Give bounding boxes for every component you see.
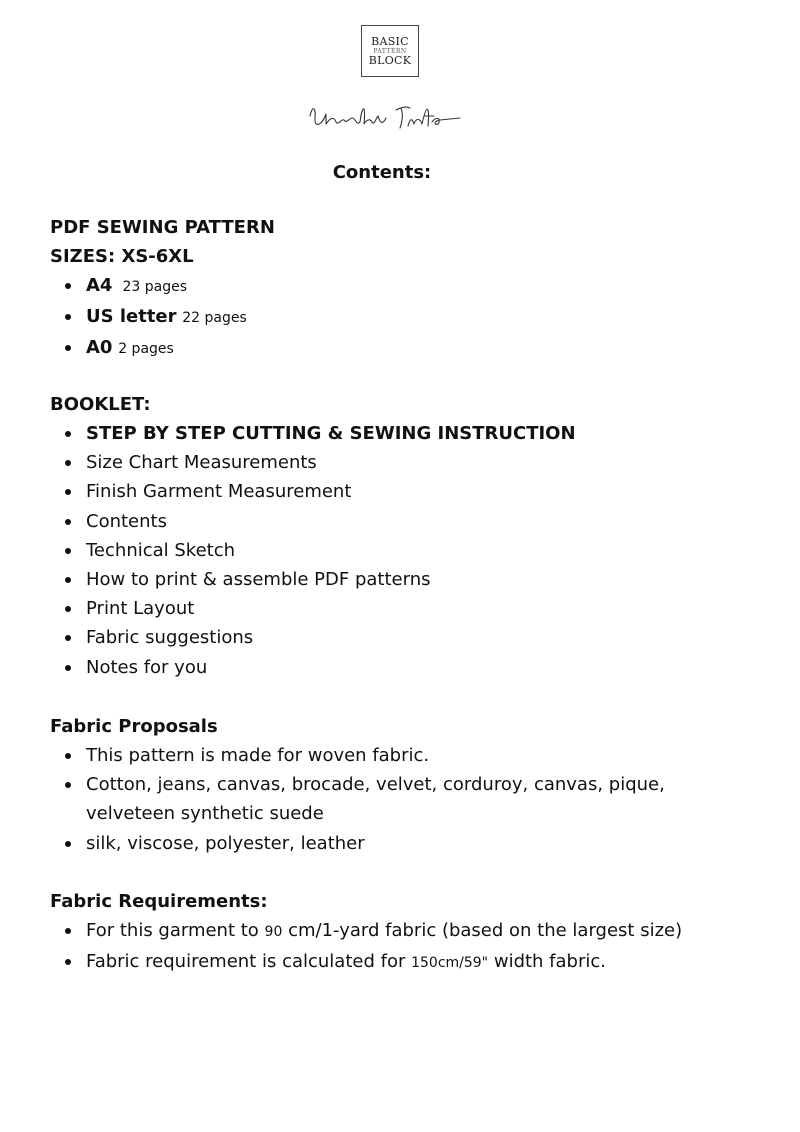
fabric-proposals-list [50,741,750,858]
logo-line-basic: BASIC [371,34,409,48]
format-name-a4: A4 [86,275,113,296]
req2-amount: 150cm/59" [411,955,489,972]
booklet-section [50,390,750,682]
format-pages-a4: 23 pages [122,279,187,295]
format-list [50,271,750,365]
list-item: Cotton, jeans, canvas, brocade, velvet, corduroy, canvas, pique, velveteen synthetic suede [50,770,726,828]
list-item: Technical Sketch [50,536,750,565]
list-item: Finish Garment Measurement [50,477,750,506]
booklet-list [50,419,750,682]
fabric-proposals-section [50,712,750,858]
list-item: How to print & assemble PDF patterns [50,565,750,594]
pdf-pattern-heading: PDF SEWING PATTERN [50,217,275,238]
list-item: Contents [50,507,750,536]
format-pages-us-letter: 22 pages [182,310,247,327]
req2-before: Fabric requirement is calculated for [86,951,412,973]
req1-amount: 90 [264,924,283,940]
fabric-requirements-list [50,916,750,978]
logo-line-block: BLOCK [368,53,412,67]
list-item: Fabric suggestions [50,623,750,652]
list-item: Print Layout [50,594,750,623]
list-item: STEP BY STEP CUTTING & SEWING INSTRUCTION [50,419,750,448]
useful-info-script-heading [300,96,470,136]
brand-logo [361,25,419,77]
logo-line-pattern: PATTERN [373,47,407,55]
fabric-proposals-heading: Fabric Proposals [50,716,218,737]
list-item: Notes for you [50,653,750,682]
list-item [50,302,750,333]
sizes-heading: SIZES: XS-6XL [50,246,194,267]
req1-after: cm/1-yard fabric (based on the largest size) [282,920,683,941]
req1-before: For this garment to [86,920,265,941]
list-item [50,916,750,947]
list-item [50,271,750,302]
booklet-heading: BOOKLET: [50,394,151,415]
req2-after: width fabric. [488,951,606,973]
fabric-requirements-section [50,887,750,978]
list-item: This pattern is made for woven fabric. [50,741,750,770]
fabric-requirements-heading: Fabric Requirements: [50,891,268,912]
list-item: silk, viscose, polyester, leather [50,829,750,858]
useful-info-text: Useful Info [382,134,388,135]
format-name-us-letter: US letter [86,306,177,328]
list-item [50,947,750,978]
format-pages-a0: 2 pages [118,341,174,358]
list-item: Size Chart Measurements [50,448,750,477]
format-name-a0: A0 [86,337,113,359]
pdf-pattern-section [50,213,750,365]
contents-title: Contents: [332,162,432,183]
list-item [50,333,750,364]
